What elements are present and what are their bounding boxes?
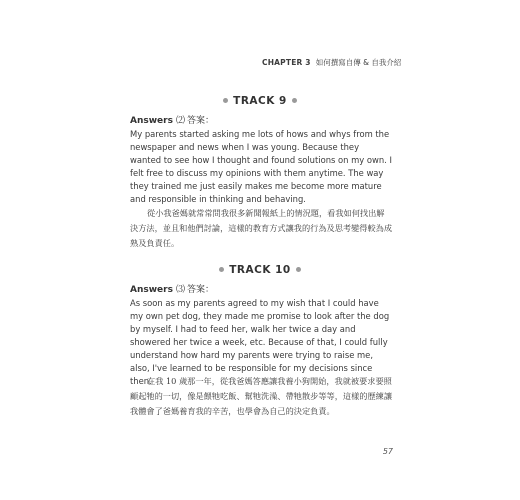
bullet-dot-icon	[219, 267, 224, 272]
bullet-dot-icon	[292, 98, 297, 103]
answers-label	[130, 282, 214, 295]
chapter-title: 如何撰寫自傳 & 自我介紹	[315, 58, 402, 67]
running-header	[262, 57, 402, 68]
english-answer: My parents started asking me lots of hows and whys from the newspaper and news when I was young. Because they wanted to see how I thought and found solutions on my own. I felt free to discuss my opinions with them anytime. The way they trained me just easily makes me become more mature and responsible in thinking and behaving.	[130, 129, 392, 204]
answers-number: ⑵	[175, 116, 185, 126]
chinese-answer: 在我 10 歲那一年，從我爸媽答應讓我養小狗開始，我就被要求要照顧起牠的一切，像是餵牠吃飯、幫牠洗澡、帶牠散步等等，這樣的歷練讓我體會了爸媽養育我的辛苦，也學會為自己的決定負責。	[130, 376, 393, 416]
track-heading	[130, 95, 390, 107]
answers-chinese: 答案：	[186, 116, 214, 126]
answers-text: Answers	[130, 285, 173, 295]
answers-chinese: 答案：	[186, 285, 214, 295]
chapter-label: CHAPTER 3	[262, 58, 311, 67]
track-label: TRACK 9	[233, 95, 287, 107]
answers-text: Answers	[130, 116, 173, 126]
track-heading	[130, 264, 390, 276]
english-answer: As soon as my parents agreed to my wish that I could have my own pet dog, they made me promise to look after the dog by myself. I had to feed her, walk her twice a day and showered her twice a week, etc. Because of that, I could fully understand how hard my parents were trying to raise me, also, I've learned to be responsible for my decisions since then.	[130, 298, 390, 386]
bullet-dot-icon	[296, 267, 301, 272]
bullet-dot-icon	[223, 98, 228, 103]
answers-label	[130, 113, 214, 126]
track-label: TRACK 10	[229, 264, 291, 276]
chinese-answer: 從小我爸媽就常常問我很多新聞報紙上的情況題，看我如何找出解決方法，並且和他們討論，這樣的教育方式讓我的行為及思考變得較為成熟及負責任。	[130, 208, 393, 248]
page-number: 57	[382, 447, 393, 456]
answers-number: ⑶	[175, 285, 185, 295]
